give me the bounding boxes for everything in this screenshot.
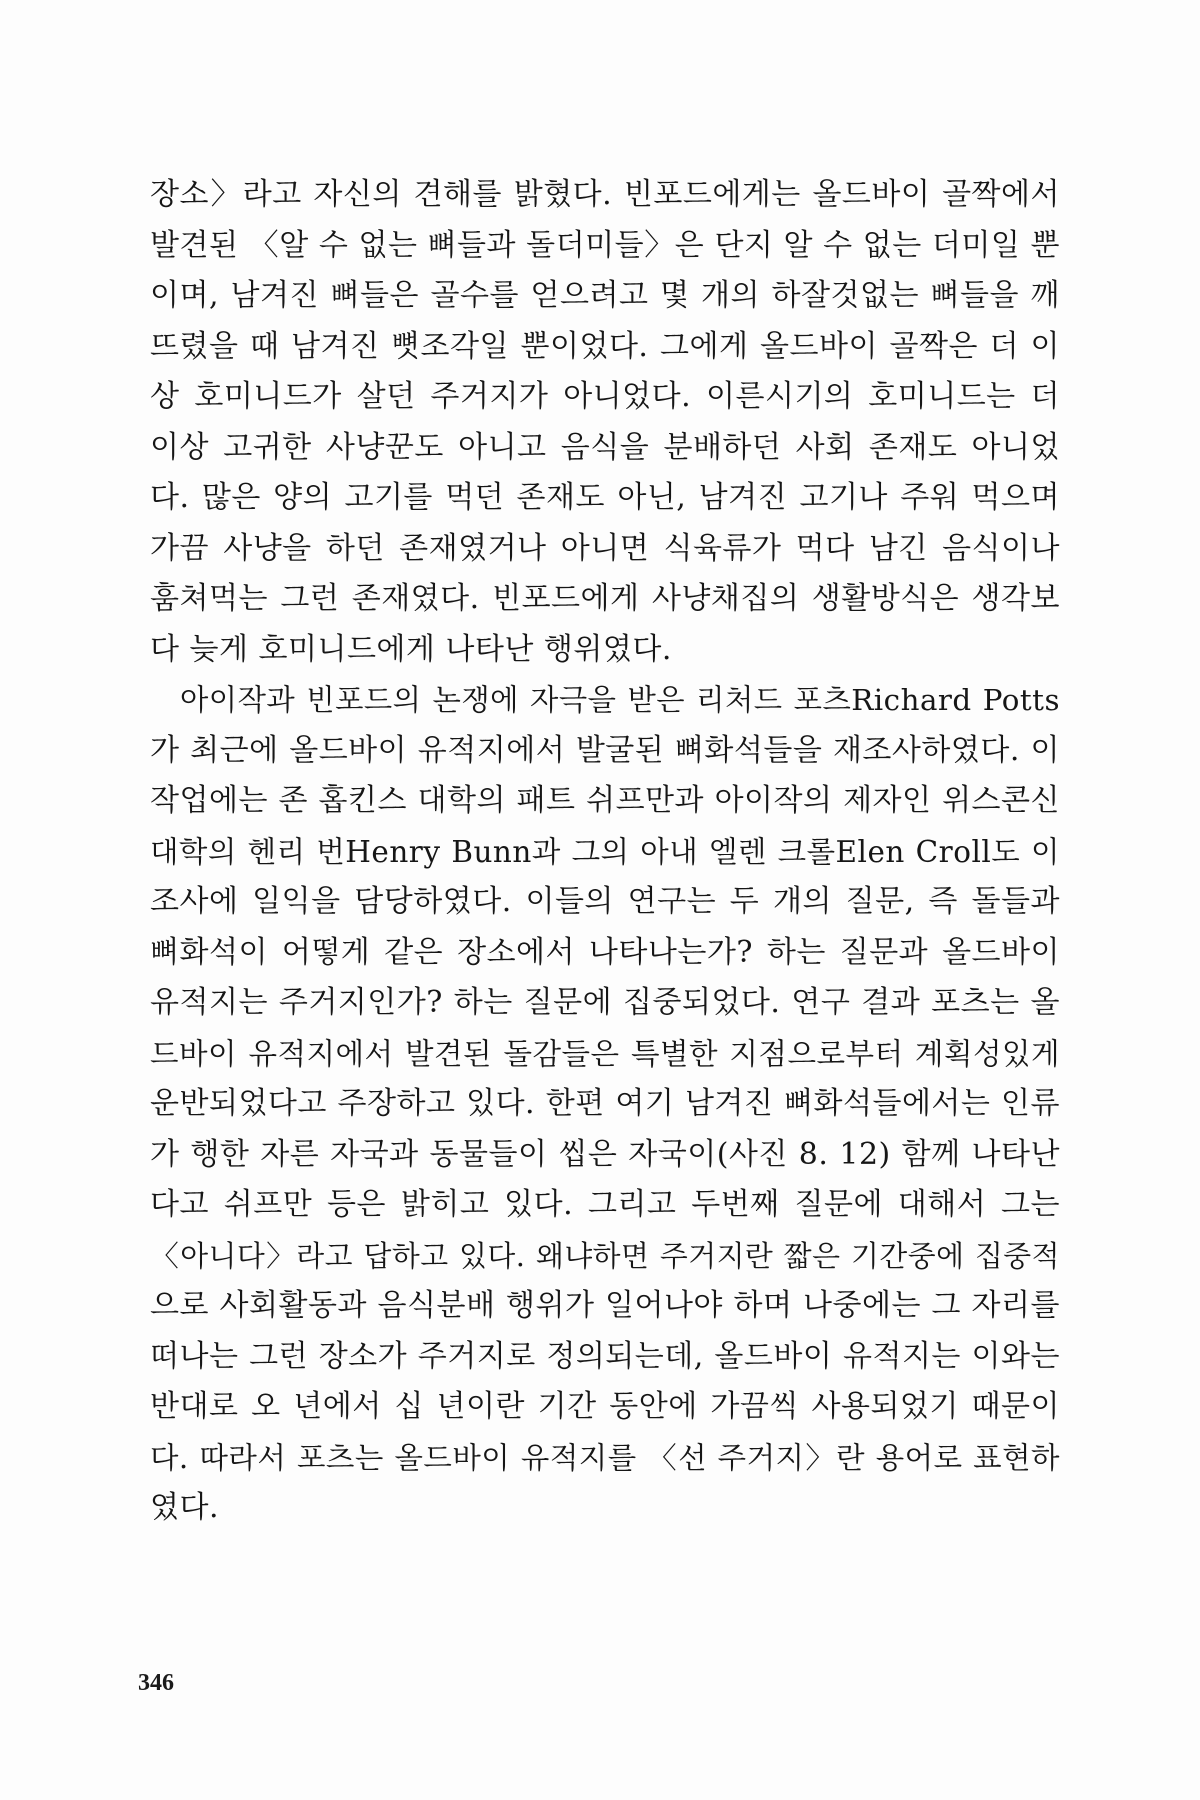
text-line: 다. 따라서 포츠는 올드바이 유적지를 〈선 주거지〉란 용어로 표현하 — [150, 1440, 1060, 1475]
text-line: 다고 쉬프만 등은 밝히고 있다. 그리고 두번째 질문에 대해서 그는 — [150, 1187, 1060, 1222]
text-line: 대학의 헨리 번Henry Bunn과 그의 아내 엘렌 크롤Elen Croll도 이 — [150, 834, 1060, 869]
text-line: 발견된 〈알 수 없는 뼈들과 돌더미들〉은 단지 알 수 없는 더미일 뿐 — [150, 227, 1060, 263]
text-line: 였다. — [150, 1490, 219, 1525]
text-line: 이며, 남겨진 뼈들은 골수를 얻으려고 몇 개의 하잘것없는 뼈들을 깨 — [150, 278, 1060, 313]
text-line: 뜨렸을 때 남겨진 뼛조각일 뿐이었다. 그에게 올드바이 골짝은 더 이 — [150, 328, 1060, 364]
text-line: 으로 사회활동과 음식분배 행위가 일어나야 하며 나중에는 그 자리를 — [150, 1288, 1060, 1323]
text-line: 조사에 일익을 담당하였다. 이들의 연구는 두 개의 질문, 즉 돌들과 — [150, 884, 1060, 919]
text-line: 가 행한 자른 자국과 동물들이 씹은 자국이(사진 8. 12) 함께 나타난 — [150, 1136, 1060, 1172]
text-line: 작업에는 존 홉킨스 대학의 패트 쉬프만과 아이작의 제자인 위스콘신 — [150, 783, 1060, 818]
text-line: 유적지는 주거지인가? 하는 질문에 집중되었다. 연구 결과 포츠는 올 — [150, 985, 1060, 1020]
text-line: 다 늦게 호미니드에게 나타난 행위였다. — [150, 631, 672, 667]
page-number: 346 — [138, 1670, 174, 1696]
text-line: 가 최근에 올드바이 유적지에서 발굴된 뼈화석들을 재조사하였다. 이 — [150, 732, 1060, 768]
text-line: 이상 고귀한 사냥꾼도 아니고 음식을 분배하던 사회 존재도 아니었 — [150, 429, 1060, 465]
text-line: 떠나는 그런 장소가 주거지로 정의되는데, 올드바이 유적지는 이와는 — [150, 1338, 1060, 1374]
text-line: 장소〉라고 자신의 견해를 밝혔다. 빈포드에게는 올드바이 골짝에서 — [150, 177, 1060, 212]
text-line: 반대로 오 년에서 십 년이란 기간 동안에 가끔씩 사용되었기 때문이 — [150, 1389, 1060, 1424]
text-line: 〈아니다〉라고 답하고 있다. 왜냐하면 주거지란 짧은 기간중에 집중적 — [150, 1238, 1060, 1273]
text-line: 드바이 유적지에서 발견된 돌감들은 특별한 지점으로부터 계획성있게 — [150, 1036, 1060, 1071]
paragraph-first-line: 아이작과 빈포드의 논쟁에 자극을 받은 리처드 포츠Richard Potts — [180, 683, 1060, 717]
text-line: 다. 많은 양의 고기를 먹던 존재도 아닌, 남겨진 고기나 주워 먹으며 — [150, 480, 1060, 515]
body-text — [150, 170, 1060, 1534]
text-line: 훔쳐먹는 그런 존재였다. 빈포드에게 사냥채집의 생활방식은 생각보 — [150, 581, 1060, 616]
text-line: 가끔 사냥을 하던 존재였거나 아니면 식육류가 먹다 남긴 음식이나 — [150, 530, 1060, 566]
text-line: 뼈화석이 어떻게 같은 장소에서 나타나는가? 하는 질문과 올드바이 — [150, 934, 1060, 970]
text-line: 운반되었다고 주장하고 있다. 한편 여기 남겨진 뼈화석들에서는 인류 — [150, 1086, 1060, 1121]
text-line: 상 호미니드가 살던 주거지가 아니었다. 이른시기의 호미니드는 더 — [150, 379, 1060, 414]
